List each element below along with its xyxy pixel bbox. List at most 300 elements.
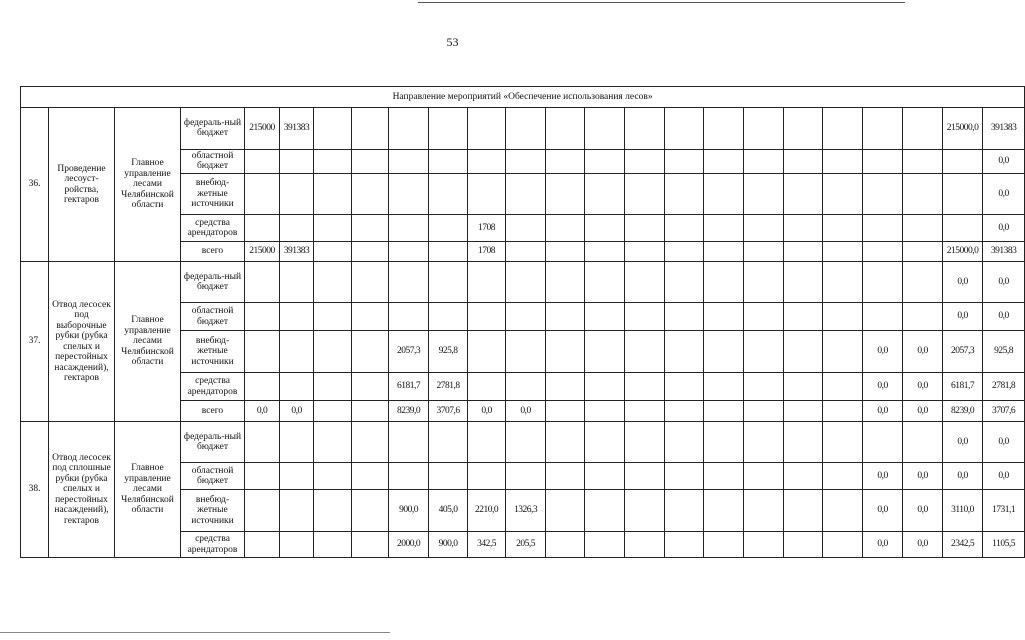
value-cell: [625, 303, 665, 331]
value-cell: [665, 373, 704, 401]
value-cell: [389, 173, 429, 214]
value-cell: 0,0: [983, 303, 1025, 331]
value-cell: [546, 400, 585, 421]
funding-source: средства арендаторов: [181, 373, 245, 401]
value-cell: [314, 108, 352, 149]
value-cell: [704, 261, 744, 302]
value-cell: [506, 330, 546, 372]
value-cell: [506, 463, 546, 490]
value-cell: [784, 108, 823, 149]
value-cell: 925,8: [429, 330, 468, 372]
value-cell: [389, 303, 429, 331]
value-cell: [784, 241, 823, 261]
value-cell: [625, 149, 665, 173]
value-cell: [280, 532, 314, 558]
value-cell: 0,0: [943, 261, 983, 302]
measure-name: Проведение лесоуст-ройства, гектаров: [49, 108, 115, 262]
value-cell: [280, 261, 314, 302]
value-cell: [352, 241, 389, 261]
funding-source: федераль-ный бюджет: [181, 108, 245, 149]
value-cell: 0,0: [903, 463, 943, 490]
value-cell: [314, 463, 352, 490]
value-cell: [903, 215, 943, 242]
value-cell: [823, 241, 863, 261]
value-cell: [704, 108, 744, 149]
value-cell: [280, 173, 314, 214]
value-cell: [784, 215, 823, 242]
value-cell: [585, 330, 625, 372]
value-cell: 0,0: [863, 330, 903, 372]
value-cell: [744, 215, 784, 242]
value-cell: [823, 463, 863, 490]
value-cell: [863, 303, 903, 331]
value-cell: [625, 241, 665, 261]
value-cell: [704, 463, 744, 490]
value-cell: 2057,3: [389, 330, 429, 372]
value-cell: [903, 422, 943, 463]
value-cell: 6181,7: [389, 373, 429, 401]
value-cell: [704, 422, 744, 463]
responsible-organization: Главное управление лесами Челябинской области: [115, 108, 181, 262]
value-cell: [744, 532, 784, 558]
value-cell: [744, 149, 784, 173]
funding-source: средства арендаторов: [181, 532, 245, 558]
value-cell: 0,0: [943, 463, 983, 490]
value-cell: [546, 303, 585, 331]
measure-name: Отвод лесосек под сплошные рубки (рубка спелых и перестойных насаждений), гектаров: [49, 422, 115, 558]
value-cell: [429, 463, 468, 490]
value-cell: [245, 303, 280, 331]
responsible-organization: Главное управление лесами Челябинской области: [115, 261, 181, 421]
value-cell: [429, 422, 468, 463]
value-cell: [314, 400, 352, 421]
value-cell: 0,0: [983, 215, 1025, 242]
value-cell: [429, 303, 468, 331]
value-cell: [546, 108, 585, 149]
value-cell: [625, 330, 665, 372]
value-cell: [546, 149, 585, 173]
value-cell: [863, 173, 903, 214]
value-cell: [389, 215, 429, 242]
measure-name: Отвод лесосек под выборочные рубки (рубка спелых и перестойных насаждений), гектаров: [49, 261, 115, 421]
value-cell: [823, 532, 863, 558]
value-cell: [389, 108, 429, 149]
value-cell: [352, 215, 389, 242]
value-cell: 405,0: [429, 489, 468, 531]
value-cell: [665, 330, 704, 372]
value-cell: [585, 303, 625, 331]
value-cell: [903, 108, 943, 149]
value-cell: [314, 489, 352, 531]
value-cell: [314, 303, 352, 331]
value-cell: [943, 215, 983, 242]
value-cell: [665, 215, 704, 242]
value-cell: [546, 463, 585, 490]
value-cell: [704, 373, 744, 401]
value-cell: [314, 173, 352, 214]
value-cell: 215000: [245, 108, 280, 149]
value-cell: [823, 400, 863, 421]
value-cell: [245, 532, 280, 558]
value-cell: [863, 149, 903, 173]
value-cell: [429, 149, 468, 173]
value-cell: 0,0: [506, 400, 546, 421]
value-cell: [280, 330, 314, 372]
value-cell: [744, 108, 784, 149]
value-cell: [823, 149, 863, 173]
value-cell: [903, 149, 943, 173]
value-cell: [665, 422, 704, 463]
value-cell: [704, 532, 744, 558]
value-cell: 2057,3: [943, 330, 983, 372]
value-cell: [704, 215, 744, 242]
value-cell: [744, 261, 784, 302]
value-cell: 391383: [983, 108, 1025, 149]
value-cell: [245, 463, 280, 490]
value-cell: [429, 261, 468, 302]
value-cell: [665, 463, 704, 490]
value-cell: [784, 532, 823, 558]
value-cell: 8239,0: [943, 400, 983, 421]
value-cell: [625, 532, 665, 558]
page-number: 53: [446, 35, 459, 49]
value-cell: 0,0: [903, 489, 943, 531]
value-cell: [863, 261, 903, 302]
value-cell: [744, 422, 784, 463]
value-cell: [314, 422, 352, 463]
value-cell: [665, 261, 704, 302]
value-cell: [943, 149, 983, 173]
value-cell: [744, 373, 784, 401]
value-cell: [245, 215, 280, 242]
value-cell: [314, 330, 352, 372]
value-cell: [943, 173, 983, 214]
value-cell: [625, 173, 665, 214]
value-cell: [352, 463, 389, 490]
funding-source: областной бюджет: [181, 149, 245, 173]
value-cell: [585, 463, 625, 490]
value-cell: [245, 422, 280, 463]
value-cell: [625, 463, 665, 490]
value-cell: 0,0: [863, 373, 903, 401]
value-cell: [585, 149, 625, 173]
value-cell: 0,0: [280, 400, 314, 421]
section-header-row: [21, 87, 1025, 108]
value-cell: [506, 422, 546, 463]
value-cell: [823, 303, 863, 331]
value-cell: [784, 261, 823, 302]
value-cell: 0,0: [245, 400, 280, 421]
value-cell: [389, 261, 429, 302]
value-cell: [352, 400, 389, 421]
section-header: Направление мероприятий «Обеспечение использования лесов»: [21, 87, 1025, 108]
value-cell: 6181,7: [943, 373, 983, 401]
value-cell: [744, 489, 784, 531]
value-cell: 0,0: [943, 303, 983, 331]
value-cell: 215000,0: [943, 241, 983, 261]
value-cell: [429, 215, 468, 242]
value-cell: [784, 303, 823, 331]
value-cell: [389, 241, 429, 261]
value-cell: [546, 261, 585, 302]
value-cell: [352, 373, 389, 401]
value-cell: [546, 373, 585, 401]
value-cell: [280, 303, 314, 331]
value-cell: 1326,3: [506, 489, 546, 531]
value-cell: [665, 303, 704, 331]
value-cell: [823, 373, 863, 401]
value-cell: [506, 261, 546, 302]
value-cell: [506, 173, 546, 214]
funding-source: областной бюджет: [181, 463, 245, 490]
value-cell: [665, 400, 704, 421]
value-cell: [665, 241, 704, 261]
responsible-organization: Главное управление лесами Челябинской области: [115, 422, 181, 558]
value-cell: [546, 422, 585, 463]
value-cell: 0,0: [903, 400, 943, 421]
row-number: 37.: [21, 261, 49, 421]
value-cell: [903, 303, 943, 331]
value-cell: [245, 149, 280, 173]
value-cell: [245, 173, 280, 214]
value-cell: 900,0: [389, 489, 429, 531]
value-cell: [280, 489, 314, 531]
table-row: [21, 422, 1025, 463]
value-cell: [784, 422, 823, 463]
value-cell: [245, 261, 280, 302]
value-cell: [823, 108, 863, 149]
value-cell: 0,0: [863, 489, 903, 531]
funding-source: средства арендаторов: [181, 215, 245, 242]
value-cell: [389, 463, 429, 490]
value-cell: 391383: [983, 241, 1025, 261]
value-cell: 1731,1: [983, 489, 1025, 531]
value-cell: [744, 241, 784, 261]
value-cell: 900,0: [429, 532, 468, 558]
value-cell: [468, 149, 506, 173]
value-cell: [280, 463, 314, 490]
value-cell: [352, 173, 389, 214]
funding-source: внебюд-жетные источники: [181, 489, 245, 531]
value-cell: [506, 373, 546, 401]
value-cell: [546, 330, 585, 372]
value-cell: 0,0: [903, 330, 943, 372]
value-cell: [429, 173, 468, 214]
value-cell: 391383: [280, 108, 314, 149]
value-cell: [744, 303, 784, 331]
value-cell: [585, 373, 625, 401]
value-cell: 0,0: [903, 532, 943, 558]
value-cell: 0,0: [863, 463, 903, 490]
funding-source: федераль-ный бюджет: [181, 422, 245, 463]
funding-source: всего: [181, 241, 245, 261]
value-cell: [352, 303, 389, 331]
value-cell: 0,0: [983, 422, 1025, 463]
value-cell: 3110,0: [943, 489, 983, 531]
value-cell: 0,0: [468, 400, 506, 421]
value-cell: 205,5: [506, 532, 546, 558]
value-cell: 0,0: [863, 400, 903, 421]
value-cell: [863, 241, 903, 261]
value-cell: [429, 241, 468, 261]
value-cell: [585, 489, 625, 531]
value-cell: 2781,8: [983, 373, 1025, 401]
value-cell: 2000,0: [389, 532, 429, 558]
value-cell: [585, 173, 625, 214]
value-cell: [665, 532, 704, 558]
value-cell: [863, 215, 903, 242]
value-cell: [546, 173, 585, 214]
value-cell: 1708: [468, 241, 506, 261]
value-cell: [506, 241, 546, 261]
value-cell: [625, 261, 665, 302]
value-cell: [468, 303, 506, 331]
value-cell: [585, 400, 625, 421]
value-cell: [352, 149, 389, 173]
value-cell: [784, 400, 823, 421]
value-cell: [744, 330, 784, 372]
funding-source: внебюд-жетные источники: [181, 173, 245, 214]
value-cell: [245, 330, 280, 372]
value-cell: [546, 241, 585, 261]
value-cell: [468, 373, 506, 401]
value-cell: [585, 241, 625, 261]
top-rule: [418, 2, 905, 3]
value-cell: [823, 173, 863, 214]
value-cell: [352, 330, 389, 372]
value-cell: [314, 532, 352, 558]
value-cell: [625, 489, 665, 531]
value-cell: [352, 532, 389, 558]
value-cell: 2781,8: [429, 373, 468, 401]
value-cell: [784, 173, 823, 214]
value-cell: 215000: [245, 241, 280, 261]
value-cell: [903, 173, 943, 214]
value-cell: 342,5: [468, 532, 506, 558]
row-number: 38.: [21, 422, 49, 558]
funding-source: всего: [181, 400, 245, 421]
value-cell: 8239,0: [389, 400, 429, 421]
value-cell: 0,0: [983, 173, 1025, 214]
value-cell: 0,0: [983, 463, 1025, 490]
value-cell: [585, 261, 625, 302]
value-cell: [585, 422, 625, 463]
value-cell: 0,0: [983, 261, 1025, 302]
value-cell: [314, 261, 352, 302]
value-cell: [665, 108, 704, 149]
value-cell: [704, 330, 744, 372]
value-cell: [352, 261, 389, 302]
value-cell: [468, 330, 506, 372]
value-cell: [625, 373, 665, 401]
value-cell: [704, 400, 744, 421]
value-cell: [314, 215, 352, 242]
value-cell: [506, 303, 546, 331]
value-cell: [468, 463, 506, 490]
funding-source: внебюд-жетные источники: [181, 330, 245, 372]
value-cell: 391383: [280, 241, 314, 261]
value-cell: 0,0: [943, 422, 983, 463]
value-cell: [280, 149, 314, 173]
value-cell: [625, 422, 665, 463]
value-cell: [389, 149, 429, 173]
value-cell: [823, 330, 863, 372]
value-cell: [863, 108, 903, 149]
value-cell: 1105,5: [983, 532, 1025, 558]
value-cell: [784, 149, 823, 173]
value-cell: [468, 261, 506, 302]
value-cell: [314, 241, 352, 261]
value-cell: [784, 373, 823, 401]
measures-table: [20, 86, 1025, 558]
value-cell: [389, 422, 429, 463]
value-cell: [704, 173, 744, 214]
value-cell: [823, 215, 863, 242]
value-cell: 0,0: [903, 373, 943, 401]
value-cell: [585, 532, 625, 558]
value-cell: [280, 215, 314, 242]
value-cell: [863, 422, 903, 463]
value-cell: [903, 261, 943, 302]
value-cell: [784, 489, 823, 531]
value-cell: [280, 422, 314, 463]
value-cell: [468, 108, 506, 149]
value-cell: 2210,0: [468, 489, 506, 531]
value-cell: [704, 489, 744, 531]
value-cell: 2342,5: [943, 532, 983, 558]
value-cell: [704, 149, 744, 173]
value-cell: [352, 422, 389, 463]
value-cell: [468, 173, 506, 214]
value-cell: [823, 489, 863, 531]
value-cell: [625, 108, 665, 149]
value-cell: [744, 400, 784, 421]
bottom-rule: [0, 632, 390, 633]
value-cell: [314, 373, 352, 401]
value-cell: [823, 422, 863, 463]
value-cell: 215000,0: [943, 108, 983, 149]
row-number: 36.: [21, 108, 49, 262]
value-cell: [506, 149, 546, 173]
value-cell: [744, 463, 784, 490]
value-cell: [704, 303, 744, 331]
value-cell: [625, 400, 665, 421]
value-cell: [903, 241, 943, 261]
value-cell: [506, 215, 546, 242]
value-cell: 1708: [468, 215, 506, 242]
value-cell: 0,0: [863, 532, 903, 558]
value-cell: [468, 422, 506, 463]
value-cell: [506, 108, 546, 149]
funding-source: областной бюджет: [181, 303, 245, 331]
value-cell: [352, 489, 389, 531]
value-cell: [784, 463, 823, 490]
value-cell: [704, 241, 744, 261]
value-cell: 0,0: [983, 149, 1025, 173]
value-cell: 3707,6: [983, 400, 1025, 421]
value-cell: [546, 532, 585, 558]
value-cell: [823, 261, 863, 302]
value-cell: [429, 108, 468, 149]
value-cell: [665, 489, 704, 531]
value-cell: [245, 373, 280, 401]
value-cell: 3707,6: [429, 400, 468, 421]
value-cell: [546, 489, 585, 531]
value-cell: [314, 149, 352, 173]
value-cell: [245, 489, 280, 531]
value-cell: [585, 108, 625, 149]
value-cell: [665, 173, 704, 214]
